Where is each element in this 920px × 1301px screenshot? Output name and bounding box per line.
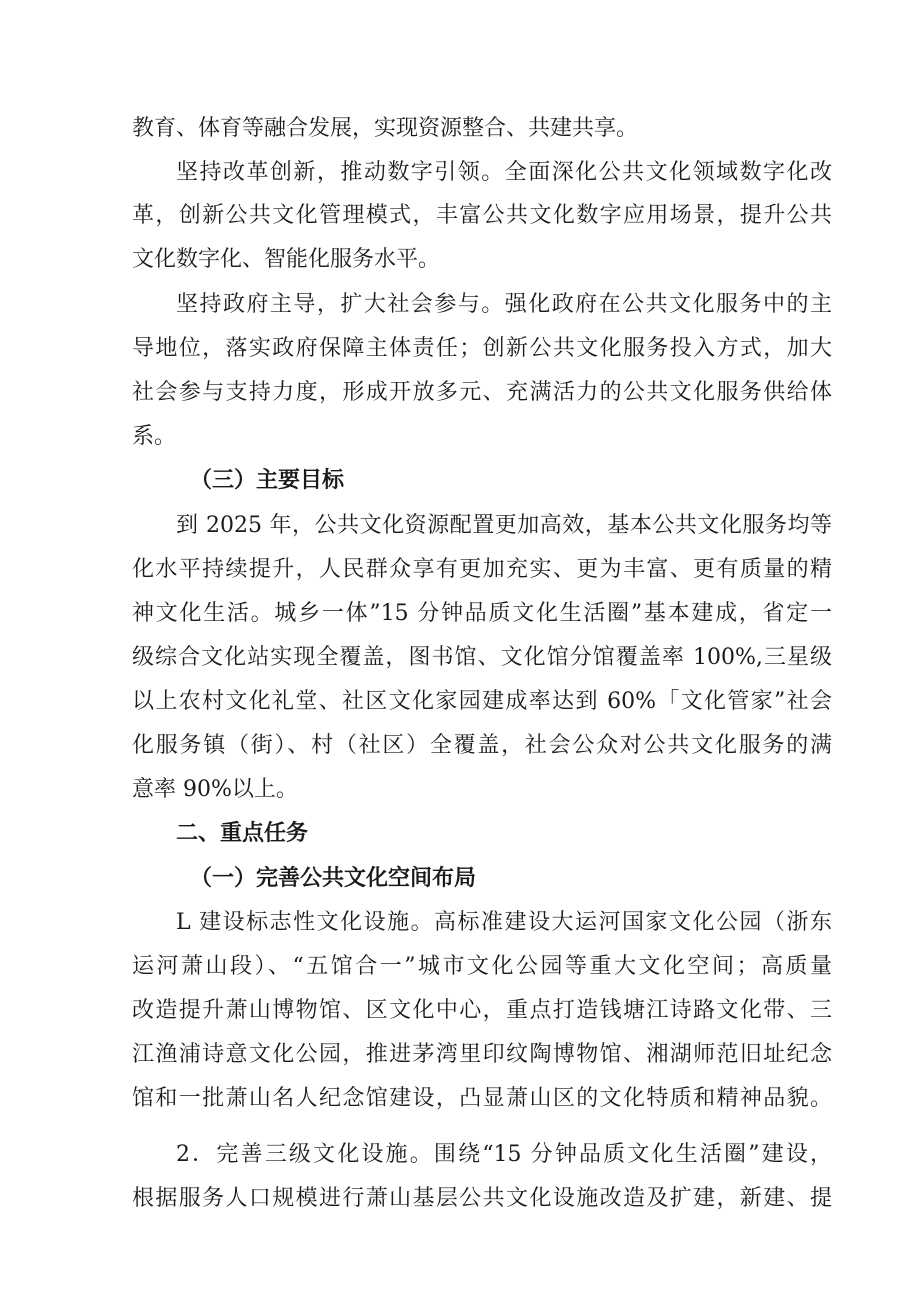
text-line: 到 2025 年，公共文化资源配置更加高效，基本公共文化服务均等 bbox=[176, 513, 832, 538]
text-line: 系。 bbox=[132, 424, 177, 449]
text-line: 2．完善三级文化设施。围绕“15 分钟品质文化生活圈”建设， bbox=[176, 1142, 832, 1167]
text-line: 化水平持续提升，人民群众享有更加充实、更为丰富、更有质量的精 bbox=[132, 557, 832, 582]
text-line: 坚持改革创新，推动数字引领。全面深化公共文化领域数字化改 bbox=[176, 160, 832, 185]
text-line: 改造提升萧山博物馆、区文化中心，重点打造钱塘江诗路文化带、三 bbox=[132, 998, 832, 1023]
text-line: 文化数字化、智能化服务水平。 bbox=[132, 247, 441, 272]
section-heading-key-tasks: 二、重点任务 bbox=[176, 821, 309, 846]
text-line: 教育、体育等融合发展，实现资源整合、共建共享。 bbox=[132, 116, 639, 141]
section-heading-main-goals: （三）主要目标 bbox=[190, 468, 345, 493]
text-line: 以上农村文化礼堂、社区文化家园建成率达到 60%「文化管家”社会 bbox=[132, 689, 832, 714]
text-line: 神文化生活。城乡一体”15 分钟品质文化生活圈”基本建成，省定一 bbox=[132, 601, 832, 626]
text-line: 意率 90%以上。 bbox=[132, 777, 298, 802]
text-line: 化服务镇（街）、村（社区）全覆盖，社会公众对公共文化服务的满 bbox=[132, 733, 832, 758]
text-line: 运河萧山段）、“五馆合一”城市文化公园等重大文化空间；高质量 bbox=[132, 954, 832, 979]
text-line: 社会参与支持力度，形成开放多元、充满活力的公共文化服务供给体 bbox=[132, 380, 832, 405]
text-line: L 建设标志性文化设施。高标准建设大运河国家文化公园（浙东 bbox=[176, 910, 832, 935]
text-line: 坚持政府主导，扩大社会参与。强化政府在公共文化服务中的主 bbox=[176, 292, 832, 317]
text-line: 级综合文化站实现全覆盖，图书馆、文化馆分馆覆盖率 100%,三星级 bbox=[132, 645, 832, 670]
text-line: 馆和一批萧山名人纪念馆建设，凸显萧山区的文化特质和精神品貌。 bbox=[132, 1086, 832, 1111]
text-line: 导地位，落实政府保障主体责任；创新公共文化服务投入方式，加大 bbox=[132, 336, 832, 361]
subsection-heading-layout: （一）完善公共文化空间布局 bbox=[190, 866, 477, 891]
text-line: 根据服务人口规模进行萧山基层公共文化设施改造及扩建，新建、提 bbox=[132, 1186, 832, 1211]
text-line: 革，创新公共文化管理模式，丰富公共文化数字应用场景，提升公共 bbox=[132, 203, 832, 228]
text-line: 江渔浦诗意文化公园，推进茅湾里印纹陶博物馆、湘湖师范旧址纪念 bbox=[132, 1042, 832, 1067]
